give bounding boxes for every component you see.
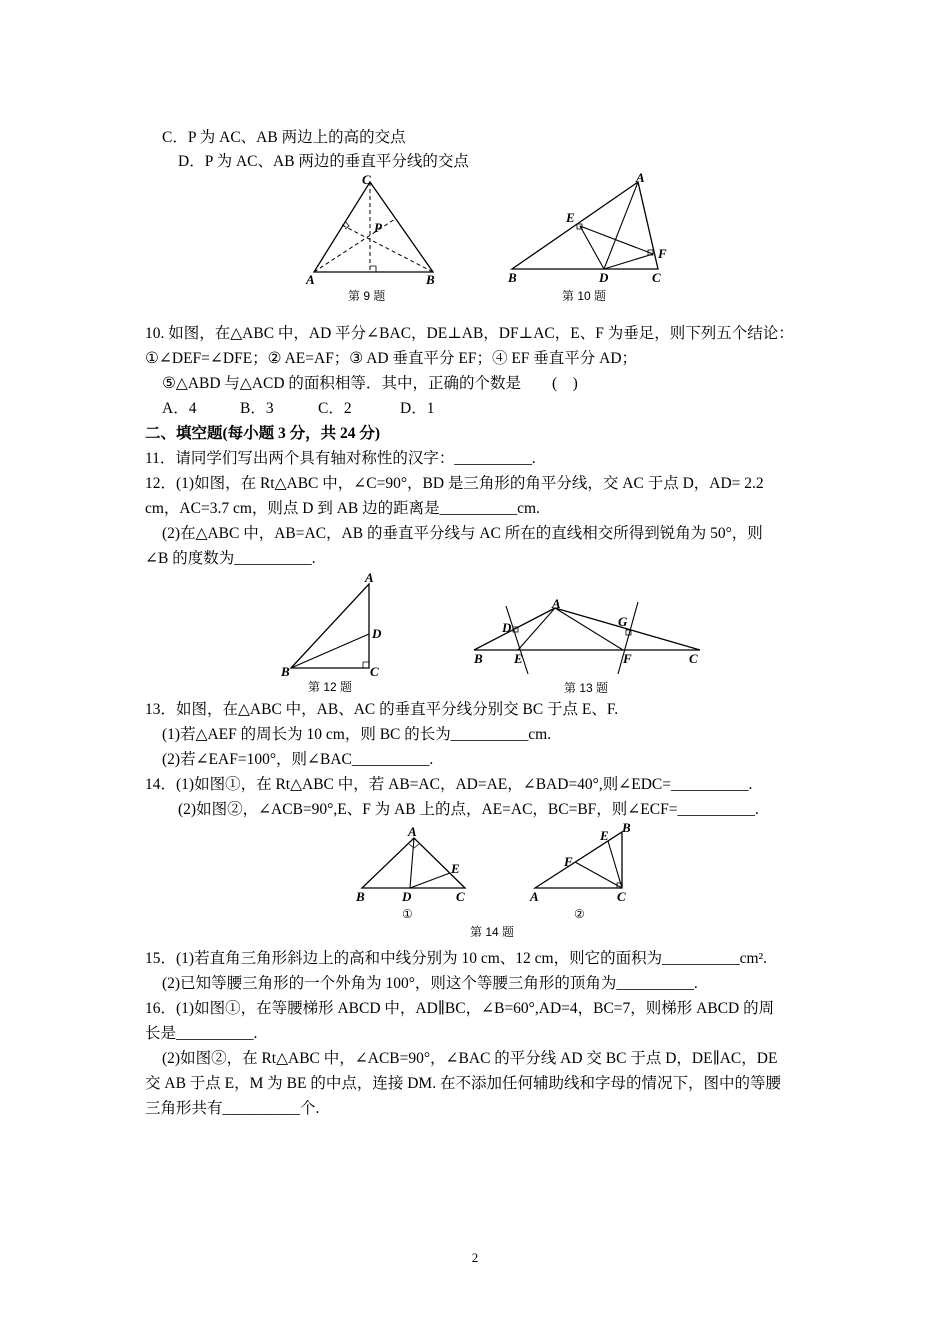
figure-13 [468, 594, 708, 696]
label-a: A [636, 170, 645, 185]
label-d: D [372, 626, 382, 641]
q10-option-a: A．4 [162, 400, 197, 417]
q14-line1: 14．(1)如图①，在 Rt△ABC 中，若 AB=AC，AD=AE，∠BAD=40°,则∠EDC=__________. [145, 776, 753, 793]
label-a: A [365, 570, 374, 585]
label-e: E [514, 651, 523, 666]
q10-line1: 10. 如图，在△ABC 中，AD 平分∠BAC，DE⊥AB，DF⊥AC，E、F 为垂足，则下列五个结论： [145, 325, 794, 342]
q13-line3: (2)若∠EAF=100°，则∠BAC__________. [162, 751, 434, 768]
label-c: C [617, 889, 626, 904]
label-e: E [600, 828, 609, 843]
q15-line1: 15．(1)若直角三角形斜边上的高和中线分别为 10 cm、12 cm，则它的面积为__________cm². [145, 950, 768, 967]
figure-14-sub2: ② [574, 907, 585, 921]
label-b: B [426, 272, 435, 287]
q13-line1: 13．如图，在△ABC 中，AB、AC 的垂直平分线分别交 BC 于点 E、F. [145, 701, 619, 718]
label-d: D [402, 889, 412, 904]
page-number: 2 [471, 1250, 479, 1265]
label-p: P [374, 220, 382, 235]
q11: 11．请同学们写出两个具有轴对称性的汉字：__________. [145, 450, 536, 467]
option-d: D．P 为 AC、AB 两边的垂直平分线的交点 [178, 153, 469, 170]
q16-line2: 长是__________. [145, 1025, 258, 1042]
q12-line3: (2)在△ABC 中，AB=AC，AB 的垂直平分线与 AC 所在的直线相交所得到锐角为 50°，则 [162, 525, 763, 542]
section-2-heading: 二、填空题(每小题 3 分，共 24 分) [145, 425, 381, 442]
label-g: G [618, 614, 628, 629]
figure-14 [350, 820, 640, 945]
label-f: F [564, 854, 573, 869]
q10-line3: ⑤△ABD 与△ACD 的面积相等．其中，正确的个数是 ( ) [162, 375, 578, 392]
figure-12-caption: 第 12 题 [308, 680, 353, 694]
label-d: D [502, 620, 512, 635]
q10-line2: ①∠DEF=∠DFE；② AE=AF；③ AD 垂直平分 EF；④ EF 垂直平分 AD； [145, 350, 638, 367]
figure-9-caption: 第 9 题 [348, 289, 386, 303]
q12-line4: ∠B 的度数为__________. [145, 550, 316, 567]
figure-12 [278, 572, 388, 697]
label-e: E [451, 861, 460, 876]
figure-10-caption: 第 10 题 [562, 289, 607, 303]
figure-10 [500, 170, 680, 305]
label-a: A [306, 272, 315, 287]
label-f: F [623, 651, 632, 666]
figure-14-caption: 第 14 题 [470, 925, 515, 939]
label-a: A [530, 889, 539, 904]
q13-line2: (1)若△AEF 的周长为 10 cm，则 BC 的长为__________cm. [162, 726, 552, 743]
figure-9 [300, 170, 450, 305]
label-a: A [408, 824, 417, 839]
label-a: A [552, 596, 561, 611]
figure-14-sub1: ① [402, 907, 413, 921]
label-f: F [658, 246, 667, 261]
q16-line1: 16．(1)如图①，在等腰梯形 ABCD 中，AD∥BC，∠B=60°,AD=4，BC=7，则梯形 ABCD 的周 [145, 1000, 775, 1017]
label-b: B [356, 889, 365, 904]
q12-line2: cm，AC=3.7 cm，则点 D 到 AB 边的距离是__________cm. [145, 500, 540, 517]
label-c: C [689, 651, 698, 666]
label-d: D [599, 270, 609, 285]
q12-line1: 12．(1)如图，在 Rt△ABC 中，∠C=90°，BD 是三角形的角平分线，交 AC 于点 D，AD= 2.2 [145, 475, 764, 492]
label-e: E [566, 210, 575, 225]
q16-line4: 交 AB 于点 E，M 为 BE 的中点，连接 DM. 在不添加任何辅助线和字母的情况下，图中的等腰 [145, 1075, 781, 1092]
figure-13-caption: 第 13 题 [564, 681, 609, 695]
q10-option-b: B．3 [240, 400, 274, 417]
label-b: B [622, 820, 631, 835]
label-b: B [474, 651, 483, 666]
label-c: C [652, 270, 661, 285]
q16-line3: (2)如图②，在 Rt△ABC 中，∠ACB=90°，∠BAC 的平分线 AD 交 BC 于点 D，DE∥AC，DE [162, 1050, 778, 1067]
label-c: C [362, 172, 371, 187]
q16-line5: 三角形共有__________个. [145, 1100, 320, 1117]
q10-option-d: D．1 [400, 400, 435, 417]
label-c: C [370, 664, 379, 679]
label-b: B [508, 270, 517, 285]
q10-option-c: C．2 [318, 400, 352, 417]
q15-line2: (2)已知等腰三角形的一个外角为 100°，则这个等腰三角形的顶角为__________. [162, 975, 698, 992]
q14-line2: (2)如图②，∠ACB=90°,E、F 为 AB 上的点，AE=AC，BC=BF，则∠ECF=__________. [178, 801, 759, 818]
q10-options [162, 399, 434, 419]
option-c: C．P 为 AC、AB 两边上的高的交点 [162, 129, 406, 146]
label-c: C [456, 889, 465, 904]
label-b: B [281, 664, 290, 679]
